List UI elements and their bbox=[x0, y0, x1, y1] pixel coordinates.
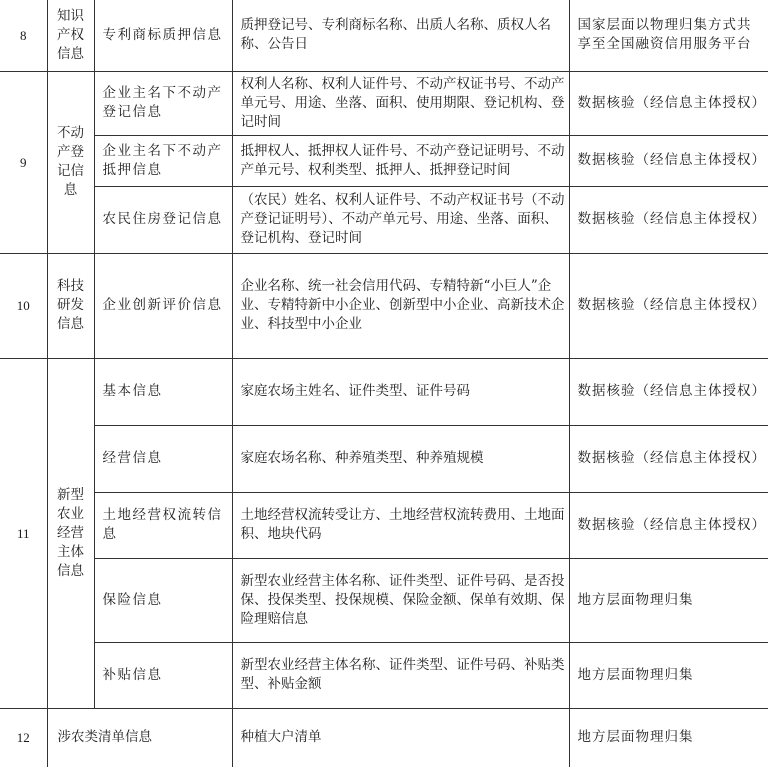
method-cell: 国家层面以物理归集方式共享至全国融资信用服务平台 bbox=[569, 0, 768, 71]
item-name-cell: 补贴信息 bbox=[94, 642, 232, 708]
item-name-cell: 专利商标质押信息 bbox=[94, 0, 232, 71]
item-name-cell: 保险信息 bbox=[94, 558, 232, 642]
row-number: 9 bbox=[0, 71, 47, 253]
method-cell: 数据核验（经信息主体授权） bbox=[569, 358, 768, 425]
category-label: 知识产权信息 bbox=[57, 7, 84, 62]
table-row bbox=[0, 708, 768, 767]
method-cell: 数据核验（经信息主体授权） bbox=[569, 186, 768, 253]
table-row bbox=[0, 186, 768, 253]
item-name-cell: 企业创新评价信息 bbox=[94, 253, 232, 358]
table-row bbox=[0, 253, 768, 358]
fields-cell: 抵押权人、抵押权人证件号、不动产登记证明号、不动产单元号、权利类型、抵押人、抵押登记时间 bbox=[232, 135, 569, 186]
row-number: 8 bbox=[0, 0, 47, 71]
table-row bbox=[0, 492, 768, 558]
row-number: 10 bbox=[0, 253, 47, 358]
fields-cell: 家庭农场主姓名、证件类型、证件号码 bbox=[232, 358, 569, 425]
method-cell: 地方层面物理归集 bbox=[569, 642, 768, 708]
method-cell: 地方层面物理归集 bbox=[569, 558, 768, 642]
fields-cell: 权利人名称、权利人证件号、不动产权证书号、不动产单元号、用途、坐落、面积、使用期限、登记机构、登记时间 bbox=[232, 71, 569, 135]
table-row bbox=[0, 425, 768, 492]
item-name-cell: 企业主名下不动产登记信息 bbox=[94, 71, 232, 135]
method-cell: 数据核验（经信息主体授权） bbox=[569, 425, 768, 492]
fields-cell: 企业名称、统一社会信用代码、专精特新“小巨人”企业、专精特新中小企业、创新型中小企业、高新技术企业、科技型中小企业 bbox=[232, 253, 569, 358]
fields-cell: 家庭农场名称、种养殖类型、种养殖规模 bbox=[232, 425, 569, 492]
item-name-cell: 土地经营权流转信息 bbox=[94, 492, 232, 558]
table-row bbox=[0, 558, 768, 642]
fields-cell: 种植大户清单 bbox=[232, 708, 569, 767]
item-name-cell: 经营信息 bbox=[94, 425, 232, 492]
row-number: 11 bbox=[0, 358, 47, 708]
fields-cell: 土地经营权流转受让方、土地经营权流转费用、土地面积、地块代码 bbox=[232, 492, 569, 558]
item-name-cell: 基本信息 bbox=[94, 358, 232, 425]
item-name-cell: 农民住房登记信息 bbox=[94, 186, 232, 253]
fields-cell: 质押登记号、专利商标名称、出质人名称、质权人名称、公告日 bbox=[232, 0, 569, 71]
category-label: 不动产登记信息 bbox=[57, 125, 84, 198]
method-cell: 数据核验（经信息主体授权） bbox=[569, 492, 768, 558]
category-cell: 涉农类清单信息 bbox=[47, 708, 232, 767]
category-cell bbox=[47, 253, 94, 358]
method-cell: 数据核验（经信息主体授权） bbox=[569, 253, 768, 358]
category-label: 科技研发信息 bbox=[57, 278, 84, 332]
category-cell bbox=[47, 358, 94, 708]
fields-cell: （农民）姓名、权利人证件号、不动产权证书号（不动产登记证明号）、不动产单元号、用途、坐落、面积、登记机构、登记时间 bbox=[232, 186, 569, 253]
table-row bbox=[0, 135, 768, 186]
table-row bbox=[0, 0, 768, 71]
method-cell: 地方层面物理归集 bbox=[569, 708, 768, 767]
table-row bbox=[0, 358, 768, 425]
table-row bbox=[0, 642, 768, 708]
category-cell bbox=[47, 71, 94, 253]
method-cell: 数据核验（经信息主体授权） bbox=[569, 71, 768, 135]
method-cell: 数据核验（经信息主体授权） bbox=[569, 135, 768, 186]
category-cell bbox=[47, 0, 94, 71]
table-row bbox=[0, 71, 768, 135]
fields-cell: 新型农业经营主体名称、证件类型、证件号码、是否投保、投保类型、投保规模、保险金额、保单有效期、保险理赔信息 bbox=[232, 558, 569, 642]
row-number: 12 bbox=[0, 708, 47, 767]
category-label: 新型农业经营主体信息 bbox=[57, 486, 84, 579]
fields-cell: 新型农业经营主体名称、证件类型、证件号码、补贴类型、补贴金额 bbox=[232, 642, 569, 708]
item-name-cell: 企业主名下不动产抵押信息 bbox=[94, 135, 232, 186]
